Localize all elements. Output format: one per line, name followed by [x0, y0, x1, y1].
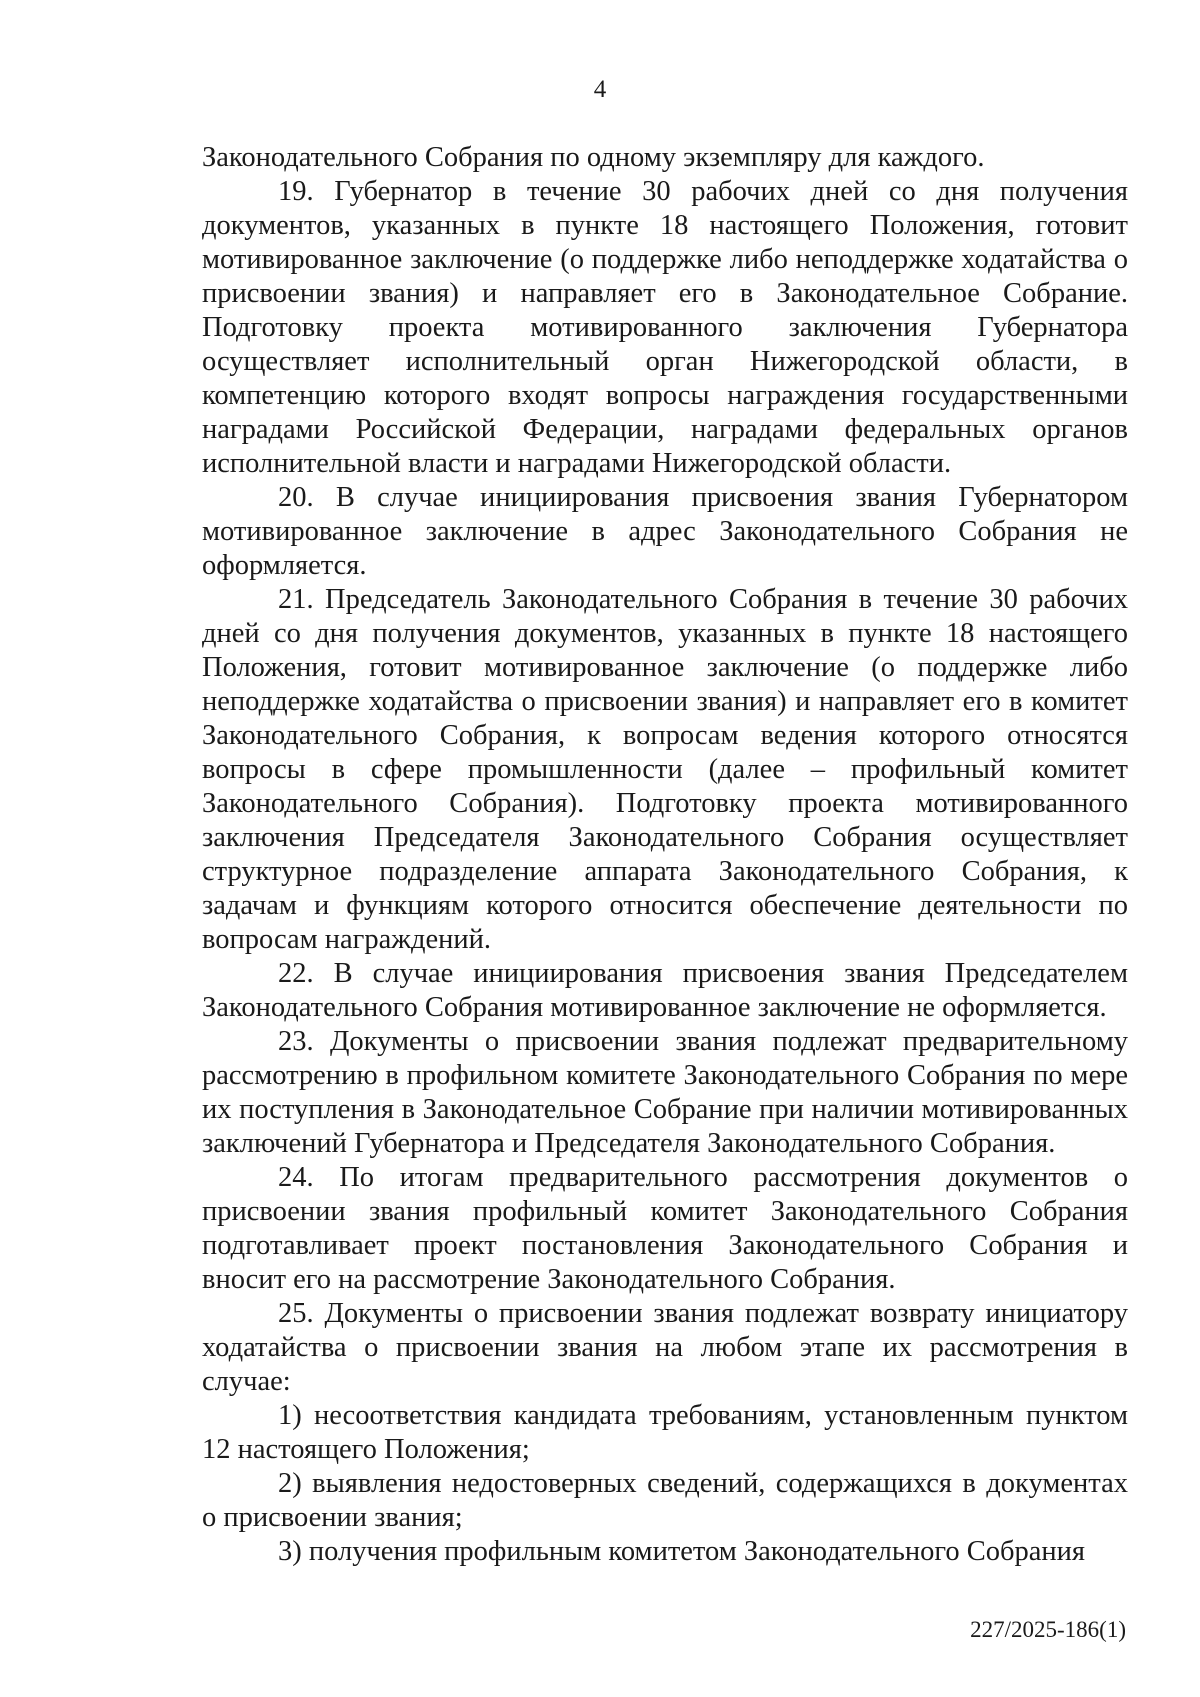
paragraph: 21. Председатель Законодательного Собрания в течение 30 рабочих дней со дня получения документов, указанных в пункте 18 настоящего Положения, готовит мотивированное заключение (о поддержке либо неподдержке ходатайства о присвоении звания) и направляет его в комитет Законодательного Собрания, к вопросам ведения которого относятся вопросы в сфере промышленности (далее – профильный комитет Законодательного Собрания). Подготовку проекта мотивированного заключения Председателя Законодательного Собрания осуществляет структурное подразделение аппарата Законодательного Собрания, к задачам и функциям которого относится обеспечение деятельности по вопросам награждений. [202, 584, 1128, 955]
paragraph: 19. Губернатор в течение 30 рабочих дней со дня получения документов, указанных в пункте 18 настоящего Положения, готовит мотивированное заключение (о поддержке либо неподдержке ходатайства о присвоении звания) и направляет его в Законодательное Собрание. Подготовку проекта мотивированного заключения Губернатора осуществляет исполнительный орган Нижегородской области, в компетенцию которого входят вопросы награждения государственными наградами Российской Федерации, наградами федеральных органов исполнительной власти и наградами Нижегородской области. [202, 176, 1128, 479]
paragraph: Законодательного Собрания по одному экземпляру для каждого. [202, 142, 985, 173]
page-number: 4 [593, 76, 607, 103]
paragraph: 24. По итогам предварительного рассмотрения документов о присвоении звания профильный комитет Законодательного Собрания подготавливает проект постановления Законодательного Собрания и вносит его на рассмотрение Законодательного Собрания. [202, 1162, 1128, 1295]
list-item: 3) получения профильным комитетом Законодательного Собрания [278, 1536, 1086, 1567]
paragraph: 20. В случае инициирования присвоения звания Губернатором мотивированное заключение в адрес Законодательного Собрания не оформляется. [202, 482, 1128, 581]
paragraph: 22. В случае инициирования присвоения звания Председателем Законодательного Собрания мотивированное заключение не оформляется. [202, 958, 1128, 1023]
list-item: 2) выявления недостоверных сведений, содержащихся в документах о присвоении звания; [202, 1468, 1128, 1533]
list-item: 1) несоответствия кандидата требованиям, установленным пунктом 12 настоящего Положения; [202, 1400, 1128, 1465]
document-code: 227/2025-186(1) [970, 1617, 1126, 1642]
paragraph: 23. Документы о присвоении звания подлежат предварительному рассмотрению в профильном комитете Законодательного Собрания по мере их поступления в Законодательное Собрание при наличии мотивированных заключений Губернатора и Председателя Законодательного Собрания. [202, 1026, 1128, 1159]
document-body [202, 141, 1128, 1569]
paragraph: 25. Документы о присвоении звания подлежат возврату инициатору ходатайства о присвоении звания на любом этапе их рассмотрения в случае: [202, 1298, 1128, 1397]
